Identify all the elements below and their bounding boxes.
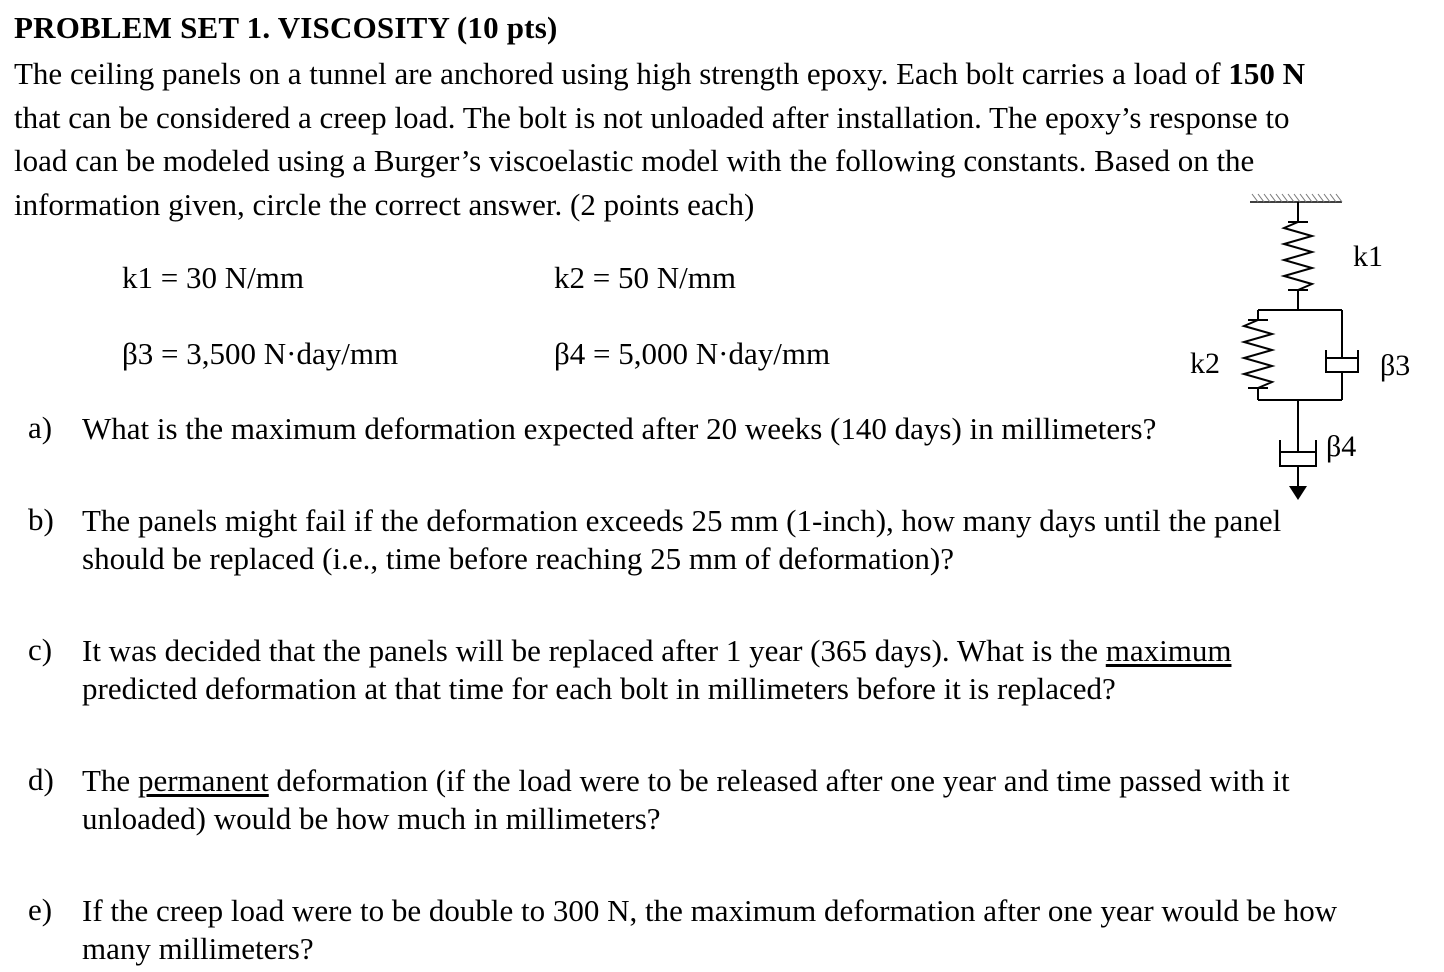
question-c-line-2: predicted deformation at that time for each bolt in millimeters before it is replaced? [82,671,1116,706]
k2-label: k2 [1190,347,1220,380]
k1-spring [1284,222,1312,310]
question-e-letter: e) [28,892,53,927]
intro-line-1 [14,56,1305,92]
question-e-line-1: If the creep load were to be double to 300 N, the maximum deformation after one year would be how [82,893,1338,928]
question-c-line-1 [82,632,1231,670]
intro-line-4: information given, circle the correct answer. (2 points each) [14,187,755,222]
load-value: 150 N [1228,56,1305,91]
load-arrow-icon [1289,486,1307,500]
question-d-line-1 [82,762,1290,800]
burgers-model-diagram [1170,190,1430,510]
intro-line-3: load can be modeled using a Burger’s viscoelastic model with the following constants. Based on the [14,143,1255,178]
question-d-line-1-start: The [82,763,138,798]
question-b-line-1: The panels might fail if the deformation exceeds 25 mm (1-inch), how many days until the panel [82,503,1282,538]
constant-b3: β3 = 3,500 N·day/mm [122,336,399,371]
question-d-line-2: unloaded) would be how much in millimeters? [82,801,661,836]
intro-line-1-text: The ceiling panels on a tunnel are anchored using high strength epoxy. Each bolt carries a load of [14,56,1229,91]
b4-dashpot [1280,440,1316,486]
ceiling-support [1250,194,1342,202]
question-c-letter: c) [28,632,53,667]
question-b-letter: b) [28,502,54,537]
question-a-letter: a) [28,410,53,445]
b3-dashpot [1326,310,1358,400]
question-a-text: What is the maximum deformation expected after 20 weeks (140 days) in millimeters? [82,411,1157,446]
permanent-emphasis: permanent [137,763,269,798]
question-d-line-1-end: deformation (if the load were to be released after one year and time passed with it [268,763,1290,798]
problem-title: PROBLEM SET 1. VISCOSITY (10 pts) [14,10,558,45]
question-d-letter: d) [28,762,54,797]
constant-k1: k1 = 30 N/mm [122,260,304,295]
k2-spring [1244,310,1272,400]
k1-label: k1 [1353,240,1383,273]
maximum-emphasis: maximum [1105,633,1232,668]
constant-k2: k2 = 50 N/mm [554,260,736,295]
b4-label: β4 [1326,430,1357,463]
question-c-line-1-text: It was decided that the panels will be replaced after 1 year (365 days). What is the [82,633,1106,668]
intro-line-2: that can be considered a creep load. The bolt is not unloaded after installation. The epoxy’s response to [14,100,1290,135]
question-b-line-2: should be replaced (i.e., time before reaching 25 mm of deformation)? [82,541,954,576]
constant-b4: β4 = 5,000 N·day/mm [554,336,831,371]
question-e-line-2: many millimeters? [82,931,314,966]
b3-label: β3 [1380,349,1411,382]
